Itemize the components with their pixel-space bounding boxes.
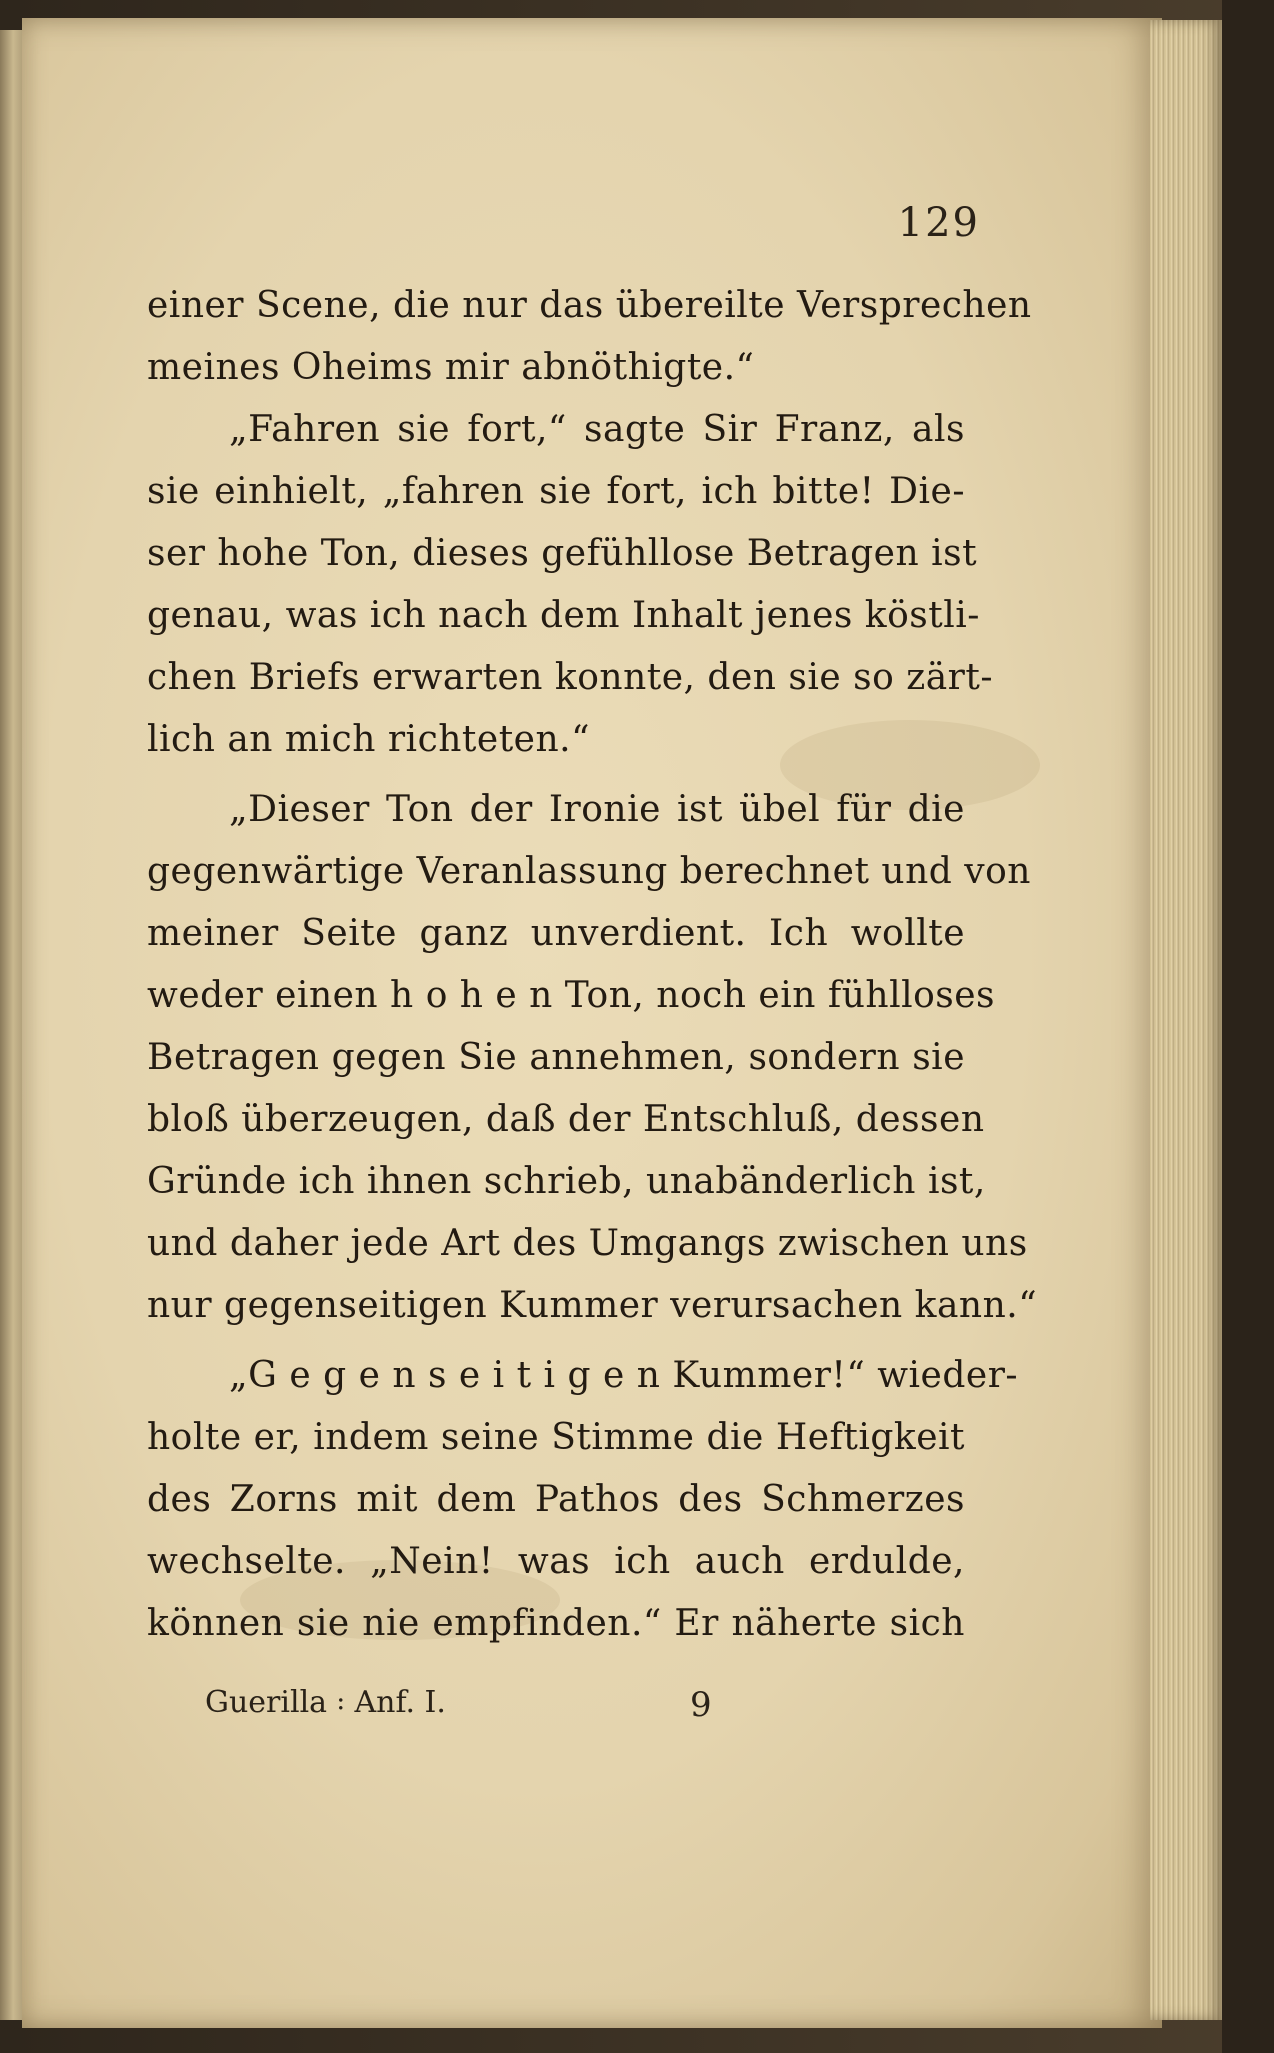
signature-mark: Guerilla ꞉ Anf. I. <box>205 1685 446 1720</box>
text-line: bloß überzeugen, daß der Entschluß, dessen <box>147 1099 985 1140</box>
text-line: lich an mich richteten.“ <box>147 719 590 760</box>
text-line: chen Briefs erwarten konnte, den sie so zärt- <box>147 657 993 698</box>
text-line: des Zorns mit dem Pathos des Schmerzes <box>147 1479 965 1520</box>
signature-number: 9 <box>690 1685 712 1725</box>
text-line: „Dieser Ton der Ironie ist übel für die <box>229 789 965 830</box>
text-line: und daher jede Art des Umgangs zwischen uns <box>147 1223 1028 1264</box>
text-line: „G e g e n s e i t i g e n Kummer!“ wieder- <box>229 1355 1019 1396</box>
text-line: meines Oheims mir abnöthigte.“ <box>147 347 755 388</box>
text-line: einer Scene, die nur das übereilte Versprechen <box>147 285 1032 326</box>
previous-page-edge <box>0 30 23 2020</box>
book-cover-edge <box>1222 0 1274 2053</box>
text-line: können sie nie empfinden.“ Er näherte sich <box>147 1603 965 1644</box>
text-line: genau, was ich nach dem Inhalt jenes köstli- <box>147 595 980 636</box>
text-line: ser hohe Ton, dieses gefühllose Betragen ist <box>147 533 978 574</box>
text-line: holte er, indem seine Stimme die Heftigkeit <box>147 1417 965 1458</box>
text-line: weder einen h o h e n Ton, noch ein fühlloses <box>147 975 996 1016</box>
text-line: sie einhielt, „fahren sie fort, ich bitte! Die- <box>147 471 965 512</box>
page-number: 129 <box>897 200 980 246</box>
page-block-edges <box>1150 20 1225 2020</box>
text-line: „Fahren sie fort,“ sagte Sir Franz, als <box>229 409 965 450</box>
text-line: wechselte. „Nein! was ich auch erdulde, <box>147 1541 965 1582</box>
text-line: gegenwärtige Veranlassung berechnet und von <box>147 851 1031 892</box>
text-line: meiner Seite ganz unverdient. Ich wollte <box>147 913 965 954</box>
text-line: Gründe ich ihnen schrieb, unabänderlich ist, <box>147 1161 986 1202</box>
text-line: nur gegenseitigen Kummer verursachen kann.“ <box>147 1285 1038 1326</box>
text-line: Betragen gegen Sie annehmen, sondern sie <box>147 1037 965 1078</box>
